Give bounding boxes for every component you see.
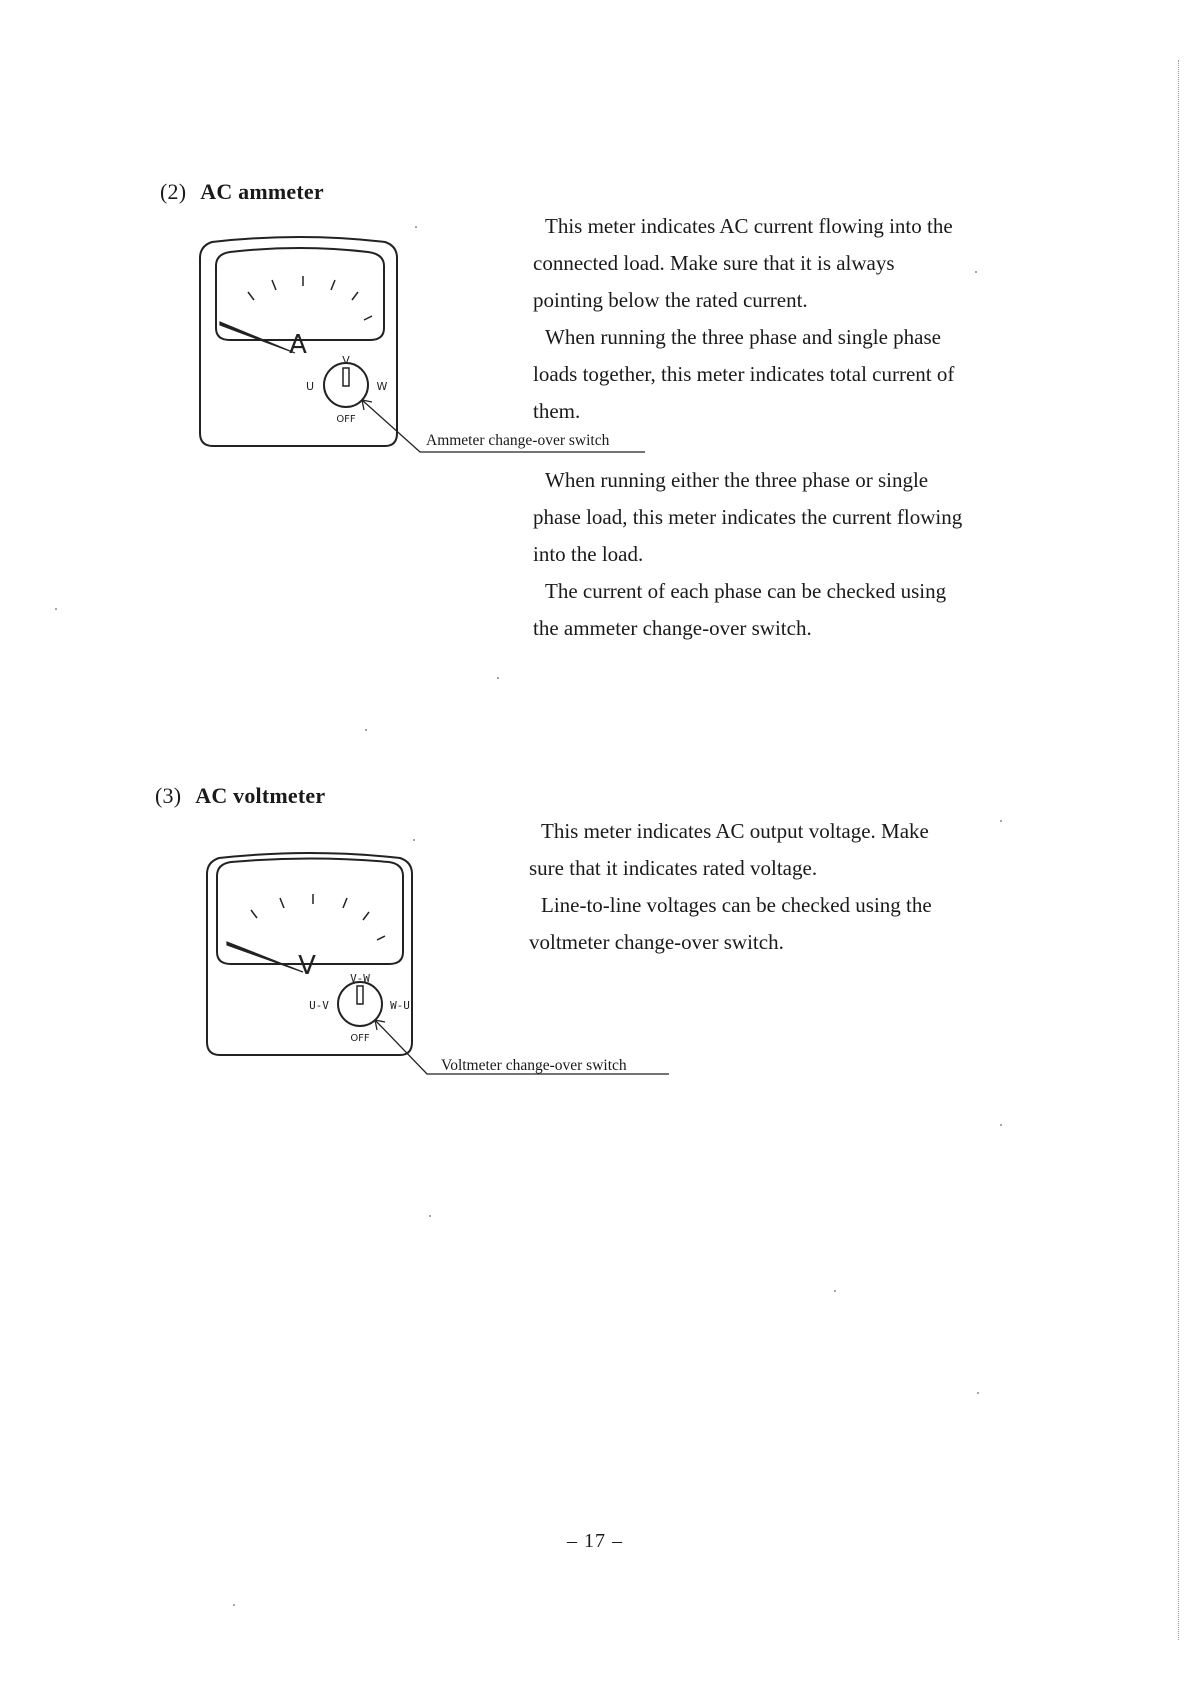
scan-speck bbox=[55, 608, 57, 610]
meter-unit-label: V bbox=[298, 951, 316, 981]
section-title: AC ammeter bbox=[200, 179, 324, 204]
scan-edge-rule bbox=[1178, 60, 1179, 1640]
page-number: – 17 – bbox=[567, 1530, 623, 1552]
text-line: connected load. Make sure that it is always bbox=[533, 251, 895, 275]
switch-label-right: W-U bbox=[390, 999, 410, 1012]
switch-label-left: U-V bbox=[309, 999, 329, 1012]
section-number: (3) bbox=[155, 783, 182, 808]
ammeter-callout-label: Ammeter change-over switch bbox=[426, 432, 610, 449]
switch-knob bbox=[343, 368, 349, 386]
text-line: This meter indicates AC output voltage. Make bbox=[541, 819, 929, 843]
text-line: Line-to-line voltages can be checked using the bbox=[541, 893, 932, 917]
text-line: When running either the three phase or single bbox=[545, 468, 929, 492]
text-line: phase load, this meter indicates the current flowing bbox=[533, 505, 963, 529]
switch-label-bottom: OFF bbox=[350, 1033, 370, 1044]
text-line: loads together, this meter indicates total current of bbox=[533, 362, 955, 386]
scale-tick bbox=[363, 912, 369, 920]
scan-speck bbox=[415, 226, 417, 228]
text-line: The current of each phase can be checked using bbox=[545, 579, 947, 603]
meter-window bbox=[217, 859, 403, 965]
scan-speck bbox=[413, 839, 415, 841]
scan-speck bbox=[977, 1392, 979, 1394]
scan-speck bbox=[834, 1290, 836, 1292]
scale-tick bbox=[343, 898, 347, 908]
section-title: AC voltmeter bbox=[195, 783, 326, 808]
change-over-switch bbox=[324, 363, 368, 407]
scan-speck bbox=[497, 677, 499, 679]
meter-needle bbox=[220, 322, 295, 353]
voltmeter-diagram bbox=[207, 852, 677, 1082]
voltmeter-callout-label: Voltmeter change-over switch bbox=[441, 1057, 627, 1074]
switch-label-left: U bbox=[305, 380, 315, 393]
text-line: into the load. bbox=[533, 542, 644, 566]
switch-knob bbox=[357, 986, 363, 1004]
scale-tick bbox=[331, 280, 335, 290]
switch-label-bottom: OFF bbox=[336, 414, 356, 425]
scale-tick bbox=[364, 316, 372, 320]
switch-label-top: V bbox=[342, 354, 350, 367]
text-line: them. bbox=[533, 399, 581, 423]
text-line: This meter indicates AC current flowing into the bbox=[545, 214, 953, 238]
text-line: pointing below the rated current. bbox=[533, 288, 808, 312]
text-line: sure that it indicates rated voltage. bbox=[529, 856, 818, 880]
scan-speck bbox=[1000, 1124, 1002, 1126]
scan-speck bbox=[975, 271, 977, 273]
meter-window bbox=[216, 248, 384, 340]
scale-tick bbox=[248, 292, 254, 300]
scan-speck bbox=[429, 1215, 431, 1217]
scale-tick bbox=[352, 292, 358, 300]
scan-speck bbox=[233, 1604, 235, 1606]
scale-tick bbox=[272, 280, 276, 290]
scan-speck bbox=[1000, 820, 1002, 822]
scale-tick bbox=[280, 898, 284, 908]
scale-tick bbox=[377, 936, 385, 940]
text-line: voltmeter change-over switch. bbox=[529, 930, 784, 954]
text-line: When running the three phase and single phase bbox=[545, 325, 941, 349]
ammeter-description-continued bbox=[533, 462, 962, 647]
section-number: (2) bbox=[160, 179, 187, 204]
section-heading-voltmeter bbox=[155, 783, 325, 809]
meter-needle bbox=[227, 942, 303, 972]
text-line: the ammeter change-over switch. bbox=[533, 616, 812, 640]
section-heading-ammeter bbox=[160, 179, 324, 205]
scan-speck bbox=[365, 729, 367, 731]
scale-tick bbox=[251, 910, 257, 918]
switch-label-right: W bbox=[376, 380, 388, 393]
meter-unit-label: A bbox=[289, 330, 307, 360]
switch-label-top: V-W bbox=[350, 972, 370, 985]
